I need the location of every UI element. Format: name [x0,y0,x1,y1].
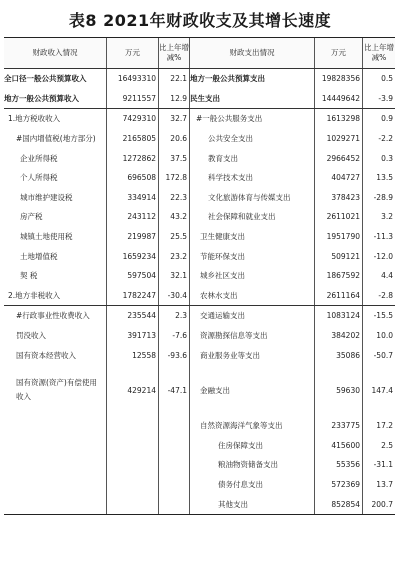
revenue-growth: -7.6 [159,326,190,346]
expenditure-item: 资源勘探信息等支出 [190,326,315,346]
revenue-item [4,416,107,436]
revenue-amount: 1659234 [107,246,159,266]
expenditure-amount: 378423 [315,188,363,208]
revenue-amount: 16493310 [107,69,159,89]
revenue-amount: 219987 [107,227,159,247]
header-expenditure-amount: 万元 [315,38,363,68]
expenditure-growth: 13.7 [376,479,393,489]
expenditure-growth: 10.0 [376,331,393,341]
revenue-item: 地方一般公共预算收入 [4,89,107,109]
revenue-growth: 22.3 [159,188,190,208]
expenditure-growth: 0.5 [381,74,393,84]
expenditure-amount: 1029271 [315,129,363,149]
revenue-amount [107,416,159,436]
expenditure-growth: -3.9 [378,93,393,103]
expenditure-growth: -2.2 [378,134,393,144]
revenue-amount: 2165805 [107,129,159,149]
expenditure-item: 科学技术支出 [190,168,315,188]
header-revenue-item: 财政收入情况 [4,38,107,68]
expenditure-item: 社会保障和就业支出 [190,207,315,227]
table-row [4,494,395,514]
expenditure-amount: 2611164 [315,286,363,306]
revenue-growth [159,416,190,436]
expenditure-amount: 384202 [315,326,363,346]
expenditure-amount: 1951790 [315,227,363,247]
revenue-amount: 7429310 [107,109,159,129]
revenue-amount: 1782247 [107,286,159,306]
revenue-item [4,436,107,456]
fiscal-table [4,37,395,515]
expenditure-amount: 1613298 [315,109,363,129]
expenditure-item: 农林水支出 [190,286,315,306]
revenue-amount: 9211557 [107,89,159,109]
expenditure-item: 商业服务业等支出 [190,345,315,365]
expenditure-growth: 2.5 [381,440,393,450]
expenditure-item: 教育支出 [190,148,315,168]
table-row [4,69,395,89]
revenue-growth [159,455,190,475]
table-row [4,148,395,168]
revenue-amount [107,494,159,514]
revenue-growth: -93.6 [159,345,190,365]
expenditure-amount: 19828356 [315,69,363,89]
table-title: 表8 2021年财政收支及其增长速度 [68,11,332,30]
expenditure-amount: 2966452 [315,148,363,168]
revenue-item [4,455,107,475]
expenditure-growth: 147.4 [371,385,393,395]
table-row [4,286,395,307]
expenditure-growth: 13.5 [376,173,393,183]
expenditure-item: 住房保障支出 [190,436,315,456]
revenue-growth: -30.4 [159,286,190,306]
expenditure-item: 卫生健康支出 [190,227,315,247]
expenditure-amount: 2611021 [315,207,363,227]
expenditure-growth: -11.3 [373,232,393,242]
expenditure-growth: -2.8 [378,290,393,300]
expenditure-growth: -15.5 [373,311,393,321]
revenue-amount [107,455,159,475]
revenue-item: #行政事业性收费收入 [4,306,107,326]
expenditure-item: 金融支出 [190,365,315,416]
revenue-amount [107,475,159,495]
revenue-item: 企业所得税 [4,148,107,168]
expenditure-amount: 572369 [315,475,363,495]
table-row [4,188,395,208]
expenditure-amount: 14449642 [315,89,363,109]
revenue-growth: 20.6 [159,129,190,149]
table-row [4,109,395,129]
table-row [4,168,395,188]
expenditure-item: 交通运输支出 [190,306,315,326]
table-row [4,365,395,416]
revenue-amount: 334914 [107,188,159,208]
revenue-growth: 12.9 [159,89,190,109]
table-row [4,455,395,475]
revenue-amount: 235544 [107,306,159,326]
revenue-item: 罚没收入 [4,326,107,346]
expenditure-item: 城乡社区支出 [190,266,315,286]
revenue-growth: 43.2 [159,207,190,227]
table-row [4,129,395,149]
table-body [4,69,395,514]
revenue-item [4,475,107,495]
revenue-item: 国有资本经营收入 [4,345,107,365]
expenditure-item: 公共安全支出 [190,129,315,149]
table-row [4,89,395,110]
expenditure-amount: 509121 [315,246,363,266]
revenue-item: 个人所得税 [4,168,107,188]
expenditure-growth: 4.4 [381,271,393,281]
revenue-growth [159,494,190,514]
expenditure-amount: 1083124 [315,306,363,326]
revenue-item: 城镇土地使用税 [4,227,107,247]
revenue-amount: 597504 [107,266,159,286]
revenue-growth: 32.1 [159,266,190,286]
table-row [4,326,395,346]
revenue-amount: 243112 [107,207,159,227]
revenue-growth: 37.5 [159,148,190,168]
expenditure-amount: 404727 [315,168,363,188]
revenue-item: 土地增值税 [4,246,107,266]
expenditure-item: 其他支出 [190,494,315,514]
table-row [4,227,395,247]
revenue-item: #国内增值税(地方部分) [4,129,107,149]
revenue-item: 1.地方税收收入 [4,109,107,129]
header-revenue-amount: 万元 [107,38,159,68]
header-expenditure-growth: 比上年增减% [364,43,394,62]
expenditure-amount: 35086 [315,345,363,365]
revenue-item: 2.地方非税收入 [4,286,107,306]
expenditure-item: 自然资源海洋气象等支出 [190,416,315,436]
expenditure-item: 粮油物资储备支出 [190,455,315,475]
revenue-amount: 696508 [107,168,159,188]
revenue-growth: 23.2 [159,246,190,266]
revenue-growth: 32.7 [159,109,190,129]
header-expenditure-item: 财政支出情况 [190,38,315,68]
revenue-item [4,494,107,514]
revenue-growth [159,436,190,456]
expenditure-amount: 233775 [315,416,363,436]
expenditure-growth: 200.7 [371,499,393,509]
expenditure-growth: -28.9 [373,192,393,202]
expenditure-growth: -12.0 [373,251,393,261]
expenditure-growth: -31.1 [373,460,393,470]
revenue-item: 城市维护建设税 [4,188,107,208]
expenditure-growth: 0.3 [381,153,393,163]
table-row [4,475,395,495]
revenue-item: 国有资源(资产)有偿使用收入 [4,365,107,416]
revenue-growth: 25.5 [159,227,190,247]
table-row [4,416,395,436]
expenditure-item: 节能环保支出 [190,246,315,266]
revenue-item: 全口径一般公共预算收入 [4,69,107,89]
header-revenue-growth: 比上年增减% [159,38,190,68]
expenditure-item: 地方一般公共预算支出 [190,69,315,89]
revenue-item: 契 税 [4,266,107,286]
revenue-growth: -47.1 [159,365,190,416]
expenditure-amount: 59630 [315,365,363,416]
expenditure-growth: 17.2 [376,421,393,431]
expenditure-growth: 0.9 [381,114,393,124]
expenditure-amount: 852854 [315,494,363,514]
expenditure-amount: 415600 [315,436,363,456]
revenue-amount [107,436,159,456]
revenue-item: 房产税 [4,207,107,227]
table-row [4,436,395,456]
revenue-amount: 12558 [107,345,159,365]
expenditure-growth: 3.2 [381,212,393,222]
expenditure-amount: 55356 [315,455,363,475]
table-row [4,207,395,227]
table-row [4,306,395,326]
table-row [4,345,395,365]
revenue-growth: 172.8 [159,168,190,188]
revenue-amount: 391713 [107,326,159,346]
table-row [4,246,395,266]
revenue-amount: 429214 [107,365,159,416]
revenue-growth: 2.3 [159,306,190,326]
expenditure-amount: 1867592 [315,266,363,286]
expenditure-item: #一般公共服务支出 [190,109,315,129]
revenue-amount: 1272862 [107,148,159,168]
expenditure-item: 民生支出 [190,89,315,109]
revenue-growth [159,475,190,495]
expenditure-item: 债务付息支出 [190,475,315,495]
expenditure-growth: -50.7 [373,350,393,360]
expenditure-item: 文化旅游体育与传媒支出 [190,188,315,208]
revenue-growth: 22.1 [159,69,190,89]
table-row [4,266,395,286]
table-header [4,38,395,69]
